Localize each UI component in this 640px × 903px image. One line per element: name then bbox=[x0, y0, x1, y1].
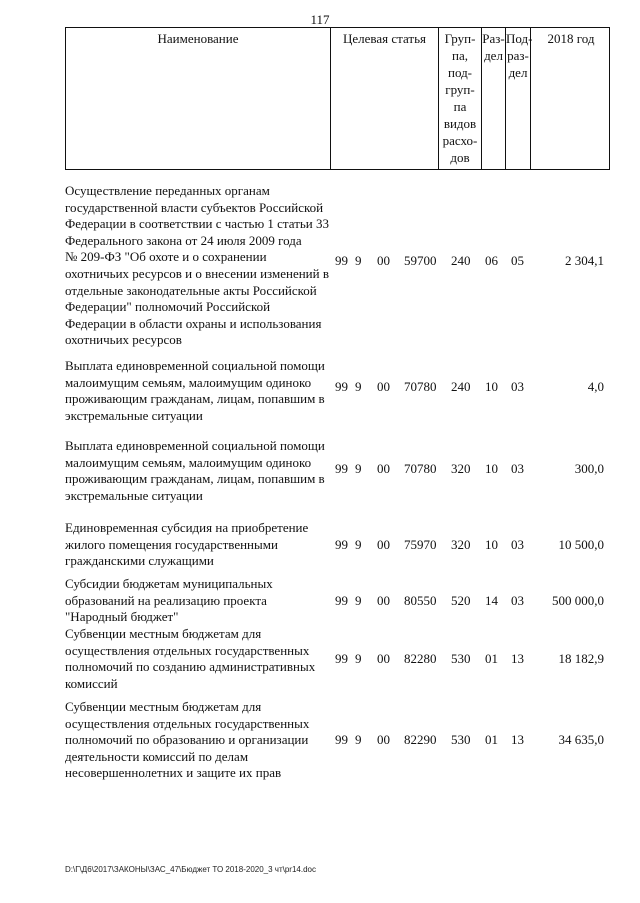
footer-file-path: D:\Г\Д6\2017\ЗАКОНЫ\ЗАС_47\Бюджет ТО 2018-2020_3 чт\pr14.doc bbox=[65, 865, 316, 874]
row-code-program: 99 bbox=[335, 593, 348, 608]
row-code-program: 99 bbox=[335, 379, 348, 394]
row-subsection: 03 bbox=[511, 461, 524, 476]
row-code-program: 99 bbox=[335, 537, 348, 552]
row-description-line: экстремальные ситуации bbox=[65, 407, 203, 423]
row-description-line: малоимущим семьям, малоимущим одиноко bbox=[65, 374, 312, 390]
header-target-article: Целевая статья bbox=[331, 28, 439, 169]
page-number: 117 bbox=[310, 12, 330, 27]
row-description bbox=[65, 576, 335, 626]
row-description-line: проживающим гражданам, лицам, попавшим в bbox=[65, 471, 325, 487]
header-group-line: дов bbox=[450, 150, 470, 165]
row-description-line: государственной власти субъектов Российской bbox=[65, 199, 324, 215]
row-amount: 300,0 bbox=[574, 461, 604, 476]
row-group: 520 bbox=[451, 593, 471, 608]
row-amount: 10 500,0 bbox=[558, 537, 604, 552]
header-subsection-line: раз- bbox=[507, 48, 529, 63]
row-code-subprogram: 9 bbox=[355, 379, 362, 394]
row-code-subprogram: 9 bbox=[355, 537, 362, 552]
row-description-line: гражданскими служащими bbox=[65, 553, 214, 569]
row-section: 10 bbox=[485, 537, 498, 552]
row-section: 01 bbox=[485, 732, 498, 747]
row-code-main: 00 bbox=[377, 253, 390, 268]
row-description-line: Выплата единовременной социальной помощи bbox=[65, 438, 325, 453]
header-group-line: под- bbox=[447, 65, 473, 80]
row-description bbox=[65, 358, 335, 424]
row-description bbox=[65, 626, 335, 692]
header-group-line: па bbox=[453, 99, 467, 114]
row-description-line: Федерации" полномочий Российской bbox=[65, 299, 271, 315]
row-description-line: Субвенции местным бюджетам для bbox=[65, 626, 262, 641]
row-description-line: Осуществление переданных органам bbox=[65, 183, 270, 198]
row-description-line: Федерального закона от 24 июля 2009 года bbox=[65, 232, 302, 248]
row-amount: 500 000,0 bbox=[552, 593, 604, 608]
row-description-line: охотничьих ресурсов bbox=[65, 332, 182, 348]
header-group-line: расхо- bbox=[442, 133, 478, 148]
header-name: Наименование bbox=[66, 28, 331, 169]
row-description-line: отдельные законодательные акты Российской bbox=[65, 282, 317, 298]
row-subsection: 03 bbox=[511, 537, 524, 552]
row-description-line: Выплата единовременной социальной помощи bbox=[65, 358, 325, 373]
row-description-line: деятельности комиссий по делам bbox=[65, 748, 249, 764]
row-subsection: 03 bbox=[511, 379, 524, 394]
row-description-line: проживающим гражданам, лицам, попавшим в bbox=[65, 391, 325, 407]
row-code-program: 99 bbox=[335, 253, 348, 268]
row-subsection: 13 bbox=[511, 651, 524, 666]
row-code-subprogram: 9 bbox=[355, 651, 362, 666]
row-description-line: Субвенции местным бюджетам для bbox=[65, 699, 262, 714]
row-section: 06 bbox=[485, 253, 498, 268]
table-header bbox=[65, 27, 610, 170]
row-description-line: образований на реализацию проекта bbox=[65, 592, 267, 608]
row-description-line: Субсидии бюджетам муниципальных bbox=[65, 576, 273, 591]
row-section: 10 bbox=[485, 461, 498, 476]
row-code-direction: 80550 bbox=[404, 593, 437, 608]
row-description-line: осуществления отдельных государственных bbox=[65, 642, 310, 658]
row-description-line: № 209-ФЗ "Об охоте и о сохранении bbox=[65, 249, 267, 265]
row-code-direction: 59700 bbox=[404, 253, 437, 268]
row-code-main: 00 bbox=[377, 732, 390, 747]
row-group: 530 bbox=[451, 732, 471, 747]
row-section: 01 bbox=[485, 651, 498, 666]
row-section: 10 bbox=[485, 379, 498, 394]
row-code-main: 00 bbox=[377, 651, 390, 666]
row-amount: 18 182,9 bbox=[558, 651, 604, 666]
row-code-program: 99 bbox=[335, 651, 348, 666]
row-amount: 34 635,0 bbox=[558, 732, 604, 747]
row-code-main: 00 bbox=[377, 379, 390, 394]
row-description-line: жилого помещения государственными bbox=[65, 536, 278, 552]
row-description-line: несовершеннолетних и защите их прав bbox=[65, 765, 282, 781]
row-description bbox=[65, 699, 335, 782]
row-code-direction: 75970 bbox=[404, 537, 437, 552]
header-section-line: дел bbox=[484, 48, 503, 63]
row-description-line: "Народный бюджет" bbox=[65, 609, 179, 625]
row-description-line: осуществления отдельных государственных bbox=[65, 715, 310, 731]
header-subsection-line: дел bbox=[508, 65, 528, 80]
row-description-line: Единовременная субсидия на приобретение bbox=[65, 520, 309, 535]
header-section bbox=[482, 28, 506, 169]
header-section-line: Раз- bbox=[482, 31, 505, 46]
row-amount: 4,0 bbox=[587, 379, 604, 394]
row-code-main: 00 bbox=[377, 537, 390, 552]
row-description-line: полномочий по созданию административных bbox=[65, 659, 316, 675]
row-description-line: комиссий bbox=[65, 675, 118, 691]
row-group: 320 bbox=[451, 461, 471, 476]
row-description-line: охотничьих ресурсов и о внесении изменений в bbox=[65, 265, 329, 281]
row-code-direction: 82280 bbox=[404, 651, 437, 666]
row-description bbox=[65, 438, 335, 504]
row-description bbox=[65, 520, 335, 570]
row-group: 530 bbox=[451, 651, 471, 666]
row-description-line: Федерации в соответствии с частью 1 статьи 33 bbox=[65, 216, 330, 232]
header-group bbox=[439, 28, 482, 169]
row-section: 14 bbox=[485, 593, 498, 608]
header-group-line: па, bbox=[452, 48, 468, 63]
row-code-program: 99 bbox=[335, 732, 348, 747]
row-description-line: полномочий по образованию и организации bbox=[65, 732, 309, 748]
row-code-direction: 70780 bbox=[404, 379, 437, 394]
row-code-main: 00 bbox=[377, 461, 390, 476]
row-amount: 2 304,1 bbox=[565, 253, 604, 268]
row-code-direction: 82290 bbox=[404, 732, 437, 747]
header-group-line: груп- bbox=[445, 82, 475, 97]
row-description bbox=[65, 183, 335, 349]
row-code-subprogram: 9 bbox=[355, 732, 362, 747]
row-description-line: экстремальные ситуации bbox=[65, 487, 203, 503]
row-group: 240 bbox=[451, 379, 471, 394]
header-subsection-line: Под- bbox=[506, 31, 533, 46]
row-subsection: 05 bbox=[511, 253, 524, 268]
row-subsection: 13 bbox=[511, 732, 524, 747]
row-code-subprogram: 9 bbox=[355, 253, 362, 268]
row-group: 240 bbox=[451, 253, 471, 268]
header-year: 2018 год bbox=[547, 31, 595, 46]
row-code-program: 99 bbox=[335, 461, 348, 476]
row-description-line: малоимущим семьям, малоимущим одиноко bbox=[65, 454, 312, 470]
row-code-main: 00 bbox=[377, 593, 390, 608]
row-group: 320 bbox=[451, 537, 471, 552]
row-description-line: Федерации в области охраны и использования bbox=[65, 315, 322, 331]
header-group-line: видов bbox=[443, 116, 477, 131]
header-subsection bbox=[506, 28, 531, 169]
row-code-subprogram: 9 bbox=[355, 593, 362, 608]
row-code-direction: 70780 bbox=[404, 461, 437, 476]
row-code-subprogram: 9 bbox=[355, 461, 362, 476]
row-subsection: 03 bbox=[511, 593, 524, 608]
header-group-line: Груп- bbox=[444, 31, 476, 46]
